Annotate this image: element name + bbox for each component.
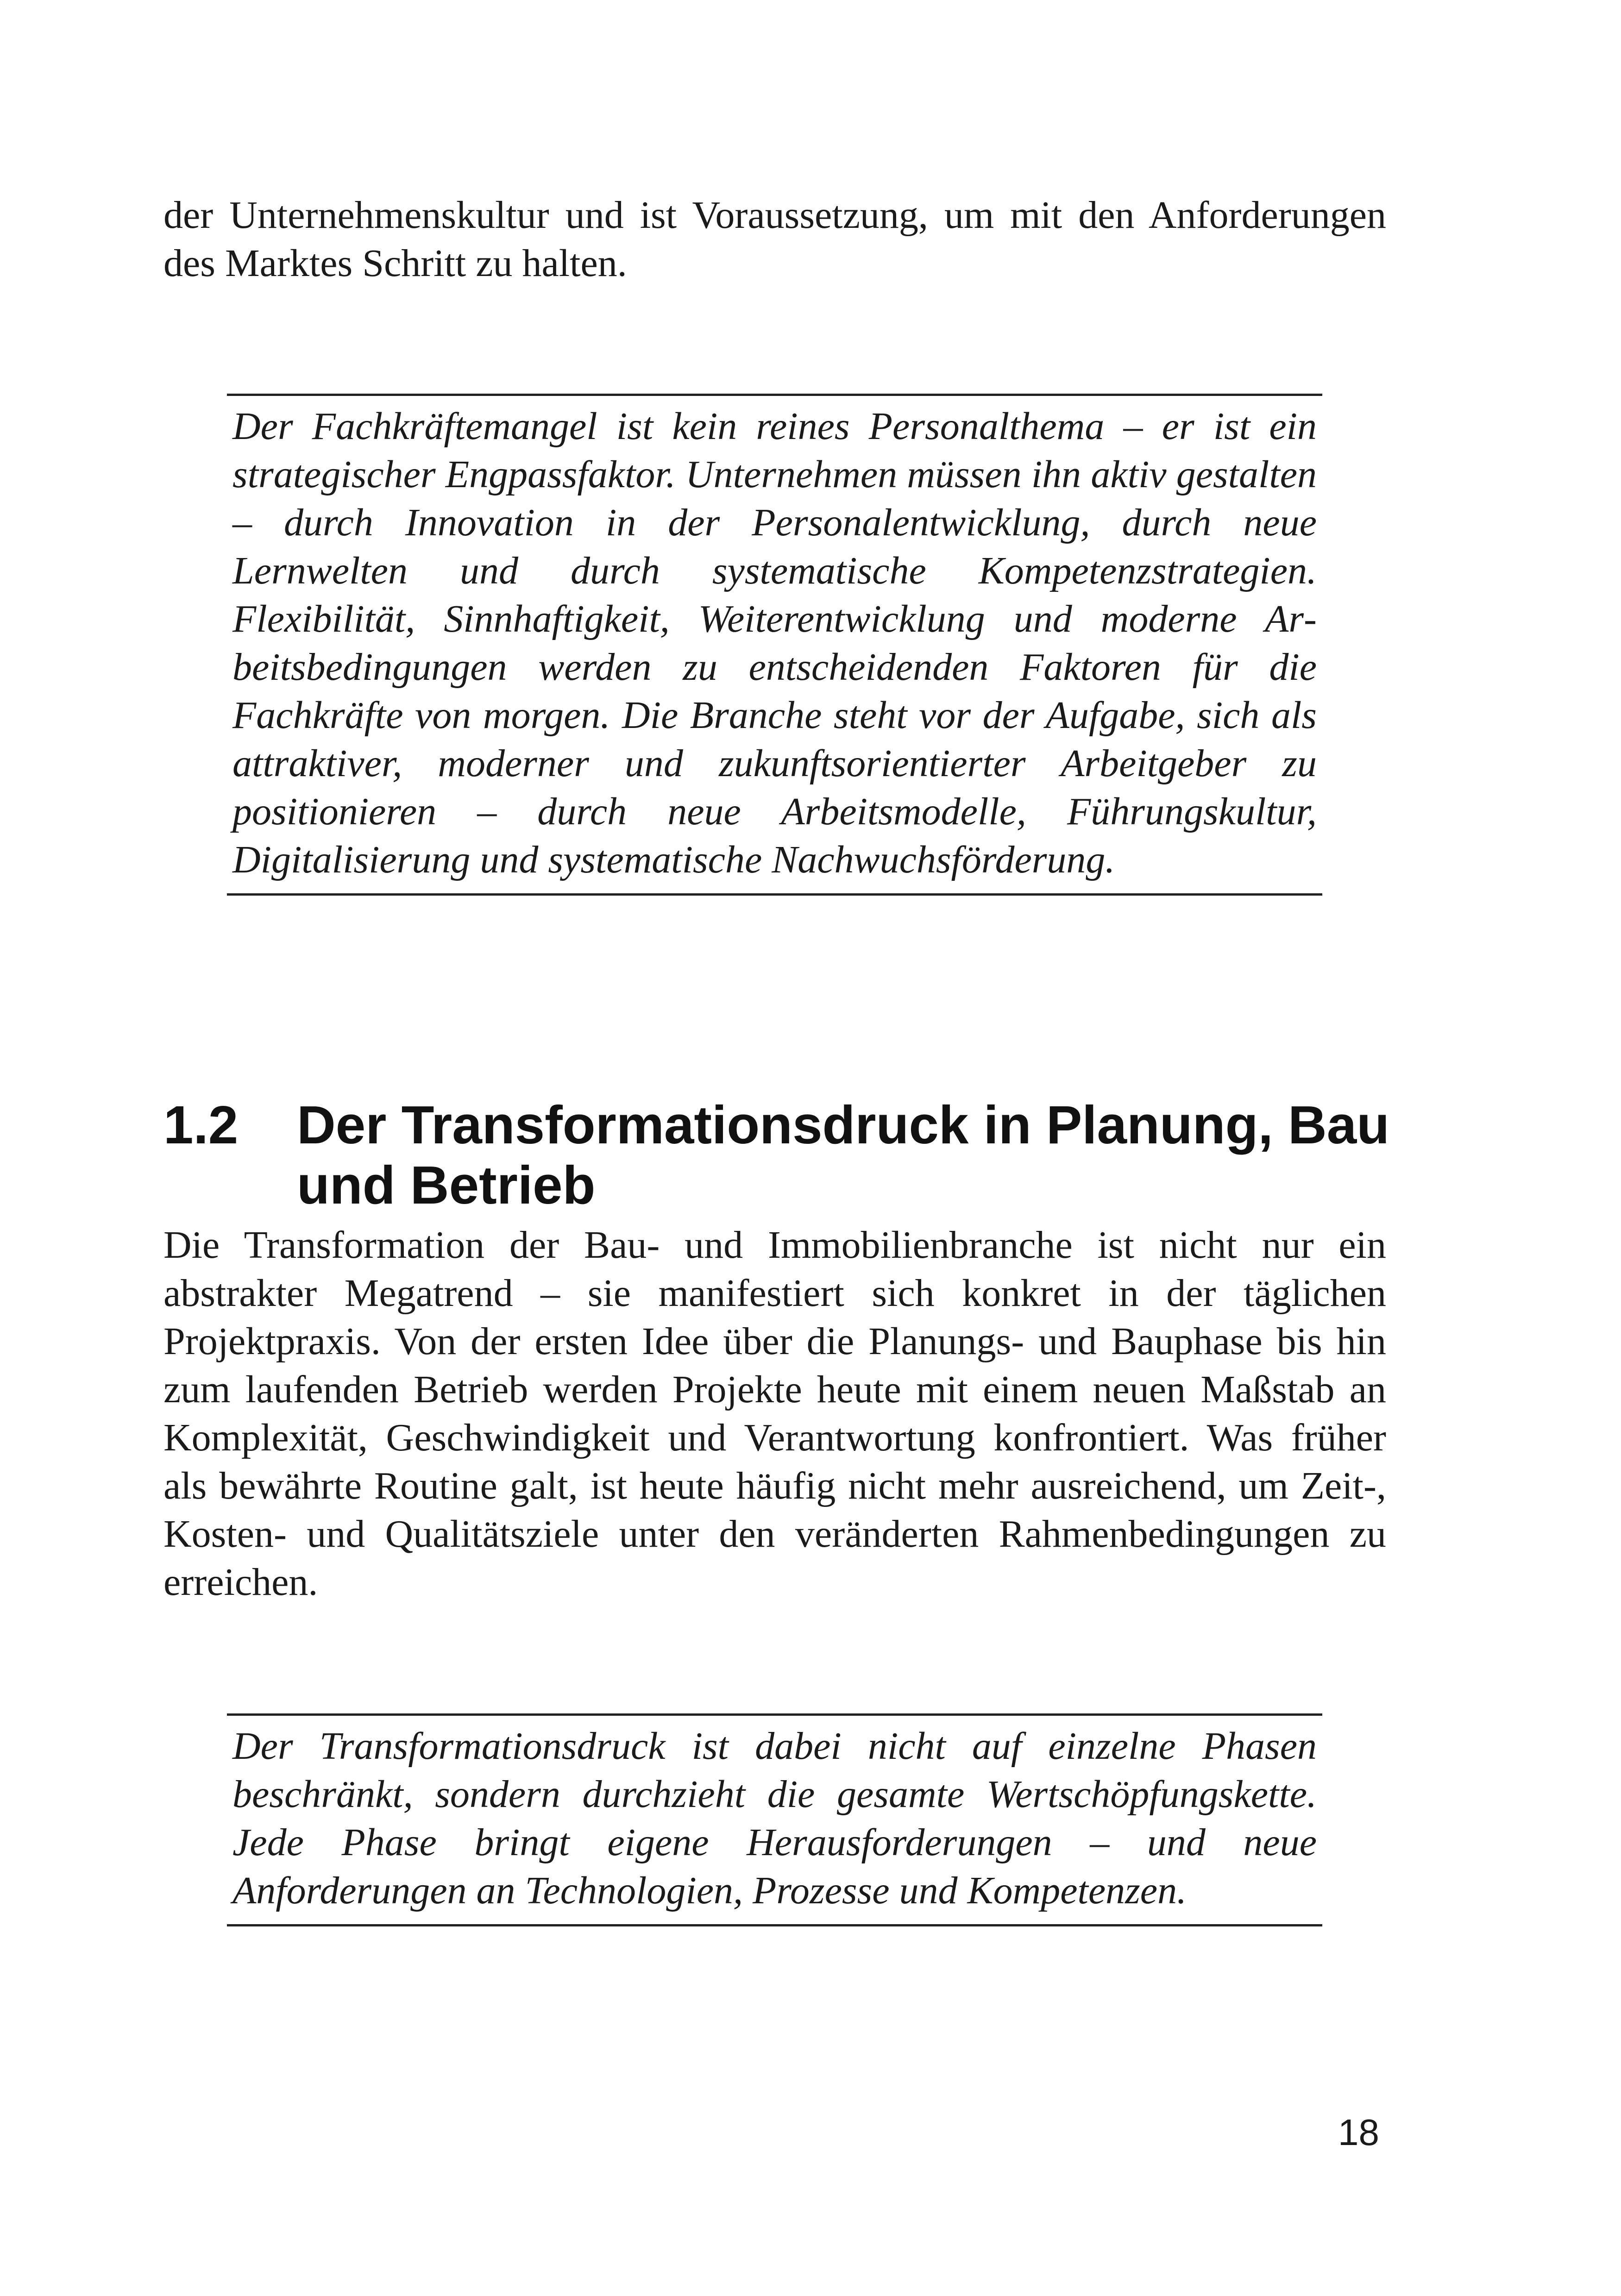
section-paragraph: Die Transformation der Bau- und Immobilienbranche ist nicht nur ein abstrakter Megatrend – sie manifestiert sich konkret in der täglichen Projektpraxis. Von der ersten Idee über die Planungs- und Bauphase bis hin zum laufenden Betrieb werden Projekte heute mit einem neuen Maßstab an Komplexität, Geschwindigkeit und Verantwortung konfrontiert. Was früher als bewährte Routine galt, ist heute häufig nicht mehr ausreichend, um Zeit-, Kosten- und Qualitätsziele unter den veränderten Rahmenbedingungen zu erreichen. bbox=[163, 1223, 1386, 1604]
callout-box-skilled-labor bbox=[227, 394, 1322, 896]
page-number: 18 bbox=[1338, 2112, 1379, 2153]
section-title: Der Transformationsdruck in Planung, Bau und Betrieb bbox=[297, 1095, 1390, 1216]
callout-text: Der Fachkräftemangel ist kein reines Personalthema – er ist ein strategischer Engpassfaktor. Unternehmen müssen ihn aktiv gestalten – durch Innovation in der Personalentwicklung, durch neue Lernwelten und durch systematische Kompetenzstrategien. Flexibilität, Sinnhaftigkeit, Weiterentwicklung und moderne Arbeitsbedingungen werden zu entscheidenden Faktoren für die Fachkräfte von morgen. Die Branche steht vor der Aufgabe, sich als attraktiver, moderner und zukunftsorientierter Arbeitgeber zu positionieren – durch neue Arbeitsmodelle, Führungskultur, Digitalisierung und systematische Nachwuchsförderung. bbox=[232, 405, 1317, 881]
callout-box-transformation bbox=[227, 1713, 1322, 1926]
callout-text: Der Transformationsdruck ist dabei nicht auf einzelne Phasen beschränkt, sondern durchzieht die gesamte Wertschöpfungskette. Jede Phase bringt eigene Herausforderungen – und neue Anforderungen an Technologien, Prozesse und Kompetenzen. bbox=[232, 1725, 1317, 1912]
intro-paragraph: der Unternehmenskultur und ist Voraussetzung, um mit den Anforderungen des Marktes Schritt zu halten. bbox=[163, 194, 1386, 285]
section-number: 1.2 bbox=[163, 1095, 239, 1155]
